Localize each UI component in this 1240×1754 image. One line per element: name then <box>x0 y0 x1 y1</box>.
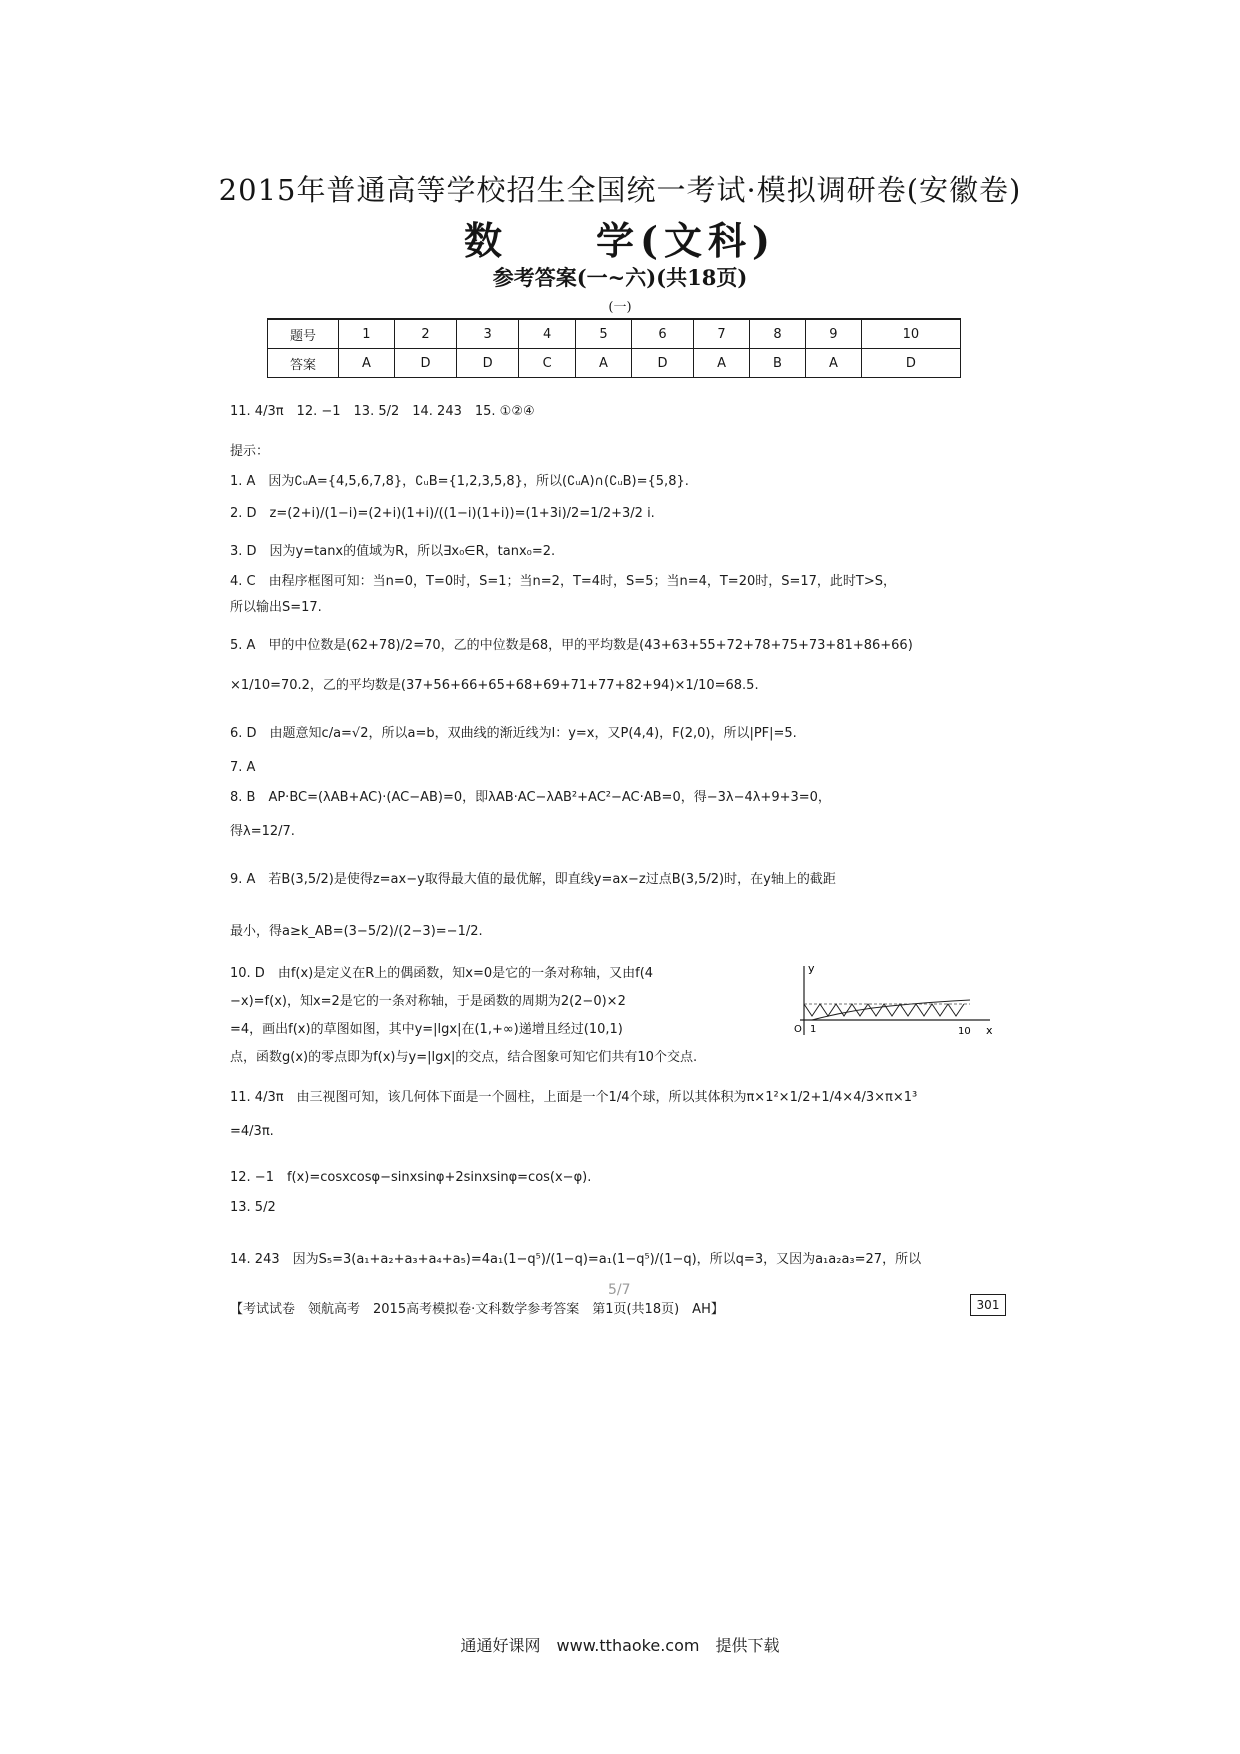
page-marker: 5/7 <box>608 1282 631 1298</box>
solution-line: 11. 4/3π 由三视图可知，该几何体下面是一个圆柱，上面是一个1/4个球，所以其体积为π×1²×1/2+1/4×4/3×π×1³ <box>230 1090 918 1105</box>
subject-title: 数 学(文科) <box>464 218 776 263</box>
solution-line: 13. 5/2 <box>230 1200 276 1215</box>
solution-line: 得λ=12/7. <box>230 824 295 839</box>
solution-line: =4/3π. <box>230 1124 274 1139</box>
solution-line: 9. A 若B(3,5/2)是使得z=ax−y取得最大值的最优解，即直线y=ax−z过点B(3,5/2)时，在y轴上的截距 <box>230 872 836 887</box>
footer-text: 【考试试卷 领航高考 2015高考模拟卷·文科数学参考答案 第1页(共18页) AH】 <box>230 1302 724 1317</box>
solution-line: 最小，得a≥k_AB=(3−5/2)/(2−3)=−1/2. <box>230 924 483 939</box>
solution-line: 1. A 因为∁ᵤA={4,5,6,7,8}，∁ᵤB={1,2,3,5,8}，所以(∁ᵤA)∩(∁ᵤB)={5,8}. <box>230 474 689 489</box>
section-label: (一) <box>608 300 632 315</box>
tick-label: 1 <box>810 1024 817 1035</box>
table-cell: A <box>694 349 750 378</box>
exam-title: 2015年普通高等学校招生全国统一考试·模拟调研卷(安徽卷) <box>218 173 1022 207</box>
table-cell: 3 <box>457 319 519 349</box>
table-cell: A <box>576 349 632 378</box>
x-axis-label: x <box>986 1024 993 1037</box>
table-row-numbers <box>268 319 961 349</box>
solution-line: 7. A <box>230 760 256 775</box>
table-cell: 5 <box>576 319 632 349</box>
solution-line: 5. A 甲的中位数是(62+78)/2=70，乙的中位数是68，甲的平均数是(43+63+55+72+78+75+73+81+86+66) <box>230 638 913 653</box>
table-cell: 10 <box>861 319 960 349</box>
periodic-curve <box>804 1004 964 1016</box>
table-cell: D <box>394 349 456 378</box>
table-cell: D <box>631 349 693 378</box>
solution-line: 3. D 因为y=tanx的值域为R，所以∃x₀∈R，tanx₀=2. <box>230 544 556 559</box>
table-header-cell: 题号 <box>268 319 339 349</box>
solution-line: 2. D z=(2+i)/(1−i)=(2+i)(1+i)/((1−i)(1+i))=(1+3i)/2=1/2+3/2 i. <box>230 506 655 521</box>
function-graph <box>790 960 1000 1040</box>
solution-line: 12. −1 f(x)=cosxcosφ−sinxsinφ+2sinxsinφ=cos(x−φ). <box>230 1170 592 1185</box>
table-header-cell: 答案 <box>268 349 339 378</box>
table-cell: 7 <box>694 319 750 349</box>
origin-label: O <box>794 1024 802 1035</box>
y-axis-label: y <box>808 962 815 975</box>
solution-line: 10. D 由f(x)是定义在R上的偶函数，知x=0是它的一条对称轴，又由f(4 <box>230 966 654 981</box>
solution-line: 8. B AP·BC=(λAB+AC)·(AC−AB)=0，即λAB·AC−λAB²+AC²−AC·AB=0，得−3λ−4λ+9+3=0， <box>230 790 831 805</box>
solution-line: 点，函数g(x)的零点即为f(x)与y=|lgx|的交点，结合图象可知它们共有10个交点. <box>230 1050 698 1065</box>
page-badge: 301 <box>970 1294 1006 1316</box>
table-cell: 2 <box>394 319 456 349</box>
solution-line: 4. C 由程序框图可知：当n=0，T=0时，S=1；当n=2，T=4时，S=5；当n=4，T=20时，S=17，此时T>S， <box>230 574 897 589</box>
table-row-answers <box>268 349 961 378</box>
table-cell: 1 <box>339 319 395 349</box>
table-cell: D <box>861 349 960 378</box>
solution-line: 6. D 由题意知c/a=√2，所以a=b，双曲线的渐近线为l：y=x，又P(4,4)，F(2,0)，所以|PF|=5. <box>230 726 797 741</box>
table-cell: A <box>805 349 861 378</box>
table-cell: D <box>457 349 519 378</box>
log-curve <box>812 1000 970 1020</box>
solution-line: −x)=f(x)，知x=2是它的一条对称轴，于是函数的周期为2(2−0)×2 <box>230 994 626 1009</box>
solution-line: 所以输出S=17. <box>230 600 322 615</box>
table-cell: A <box>339 349 395 378</box>
table-cell: B <box>750 349 806 378</box>
table-cell: C <box>519 349 576 378</box>
hint-label: 提示： <box>230 444 270 459</box>
solution-line: ×1/10=70.2，乙的平均数是(37+56+66+65+68+69+71+77+82+94)×1/10=68.5. <box>230 678 759 693</box>
fill-in-answers: 11. 4/3π 12. −1 13. 5/2 14. 243 15. ①②④ <box>230 404 535 419</box>
tick-label: 10 <box>958 1026 971 1037</box>
table-cell: 9 <box>805 319 861 349</box>
solution-line: 14. 243 因为S₅=3(a₁+a₂+a₃+a₄+a₅)=4a₁(1−q⁵)/(1−q)=a₁(1−q⁵)/(1−q)，所以q=3，又因为a₁a₂a₃=27，所以 <box>230 1252 922 1267</box>
solution-line: =4，画出f(x)的草图如图，其中y=|lgx|在(1,+∞)递增且经过(10,1) <box>230 1022 623 1037</box>
download-credit: 通通好课网 www.tthaoke.com 提供下载 <box>460 1636 780 1655</box>
answer-key-title: 参考答案(一~六)(共18页) <box>492 265 748 290</box>
answer-table <box>267 318 961 378</box>
table-cell: 4 <box>519 319 576 349</box>
table-cell: 6 <box>631 319 693 349</box>
table-cell: 8 <box>750 319 806 349</box>
